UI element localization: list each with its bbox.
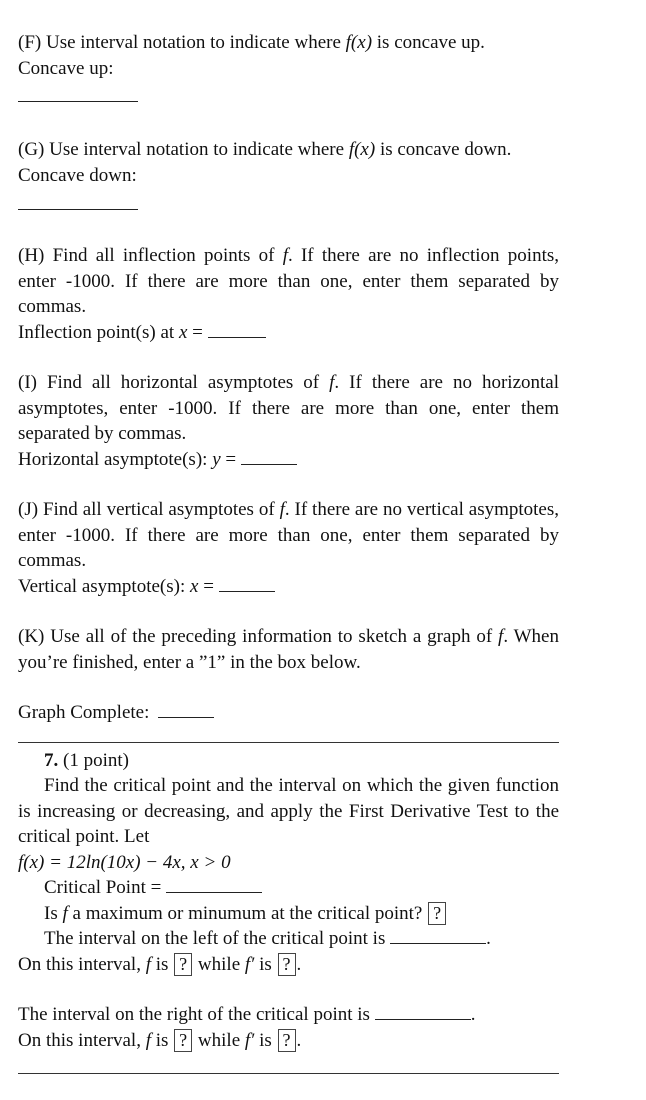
section-i: [18, 370, 559, 472]
left-interval-answer-blank[interactable]: [390, 942, 486, 944]
horizontal-asymptote-label: Horizontal asymptote(s): y =: [18, 447, 559, 473]
section-k: [18, 624, 559, 726]
graph-complete-label: Graph Complete:: [18, 700, 559, 726]
right-interval-behavior: On this interval, f is ? while f′ is ? .: [18, 1029, 302, 1051]
problem-7-function: f(x) = 12ln(10x) − 4x, x > 0: [18, 851, 231, 873]
page: [18, 29, 559, 1074]
concave-up-label: Concave up:: [18, 57, 114, 79]
max-min-question: Is f a maximum or minumum at the critical point? ?: [18, 901, 559, 927]
vertical-asymptote-answer-blank[interactable]: [219, 590, 275, 592]
horizontal-asymptote-answer-blank[interactable]: [241, 463, 297, 465]
problem-7: [18, 748, 559, 1054]
left-fprime-dropdown[interactable]: ?: [278, 953, 296, 976]
section-f: [18, 30, 559, 102]
section-g-prompt: (G) Use interval notation to indicate where f(x) is concave down.: [18, 139, 512, 160]
left-interval-label: The interval on the left of the critical point is .: [44, 928, 491, 949]
section-f-prompt: (F) Use interval notation to indicate where f(x) is concave up.: [18, 32, 485, 53]
section-j: [18, 497, 559, 599]
problem-7-intro: Find the critical point and the interval on which the given function is increasing or decreasing, and apply the First Derivative Test to the critical point. Let: [18, 775, 559, 847]
critical-point-label: Critical Point =: [18, 875, 559, 901]
section-i-prompt: (I) Find all horizontal asymptotes of f. If there are no horizontal asymptotes, enter -1000. If there are more than one, enter them separated by commas.: [18, 372, 559, 444]
vertical-asymptote-label: Vertical asymptote(s): x =: [18, 574, 559, 600]
max-min-dropdown[interactable]: ?: [428, 902, 446, 925]
right-interval-answer-blank[interactable]: [375, 1018, 471, 1020]
critical-point-answer-blank[interactable]: [166, 891, 262, 893]
right-f-dropdown[interactable]: ?: [174, 1029, 192, 1052]
section-j-prompt: (J) Find all vertical asymptotes of f. If there are no vertical asymptotes, enter -1000. If there are more than one, enter them separated by commas.: [18, 499, 560, 571]
graph-complete-answer-blank[interactable]: [158, 716, 214, 718]
left-interval-behavior: On this interval, f is ? while f′ is ? .: [18, 953, 302, 975]
right-interval-label: The interval on the right of the critical point is .: [18, 1004, 476, 1025]
concave-up-answer-blank[interactable]: [18, 100, 138, 102]
concave-down-answer-blank[interactable]: [18, 208, 138, 210]
problem-7-header: 7. (1 point): [44, 749, 129, 771]
section-h-prompt: (H) Find all inflection points of f. If there are no inflection points, enter -1000. If there are more than one, enter them separated by commas.: [18, 245, 559, 317]
section-h: [18, 243, 559, 345]
right-fprime-dropdown[interactable]: ?: [278, 1029, 296, 1052]
section-g: [18, 137, 559, 210]
divider-top: [18, 742, 559, 743]
divider-bottom: [18, 1073, 559, 1074]
section-k-prompt: (K) Use all of the preceding information to sketch a graph of f. When you’re finished, enter a ”1” in the box below.: [18, 626, 559, 673]
concave-down-label: Concave down:: [18, 164, 137, 186]
left-f-dropdown[interactable]: ?: [174, 953, 192, 976]
inflection-label: Inflection point(s) at x =: [18, 320, 559, 346]
inflection-answer-blank[interactable]: [208, 336, 266, 338]
